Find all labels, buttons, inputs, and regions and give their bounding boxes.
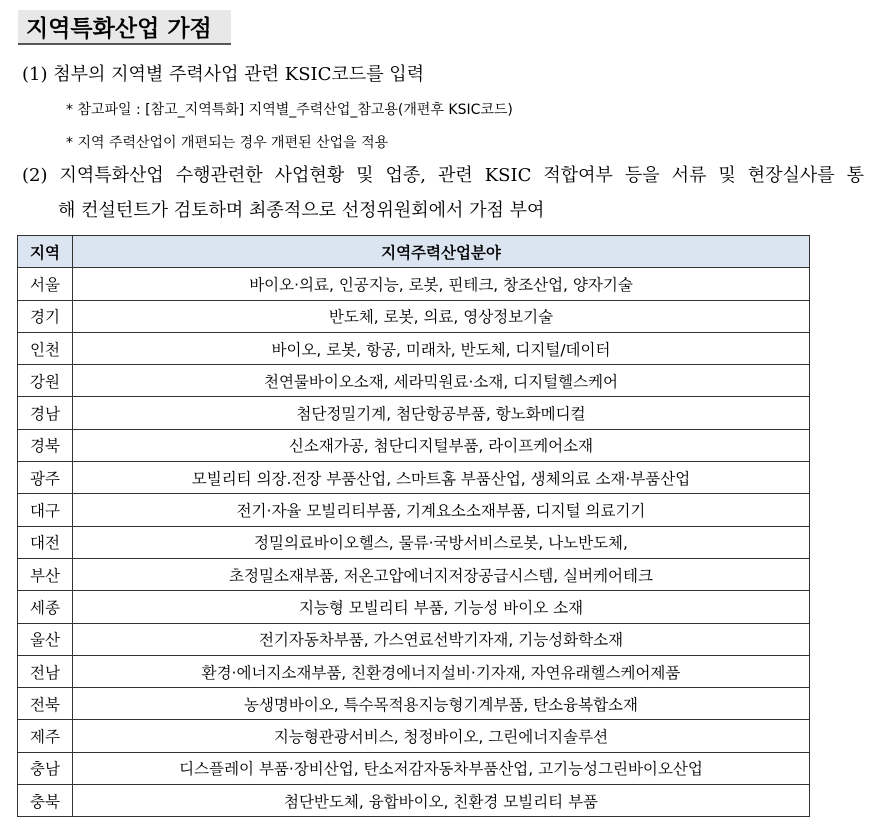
industries-cell: 첨단정밀기계, 첨단항공부품, 항노화메디컬 bbox=[73, 397, 810, 429]
table-row bbox=[18, 688, 810, 720]
industries-cell: 바이오·의료, 인공지능, 로봇, 핀테크, 창조산업, 양자기술 bbox=[73, 268, 810, 300]
item-2-line-1-text: (2) 지역특화산업 수행관련한 사업현황 및 업종, 관련 KSIC 적합여부 등을 서류 및 현장실사를 통 bbox=[22, 165, 864, 186]
table-row bbox=[18, 785, 810, 817]
industries-cell: 정밀의료바이오헬스, 물류·국방서비스로봇, 나노반도체, bbox=[73, 526, 810, 558]
table-row bbox=[18, 752, 810, 784]
table-row bbox=[18, 526, 810, 558]
industries-cell: 천연물바이오소재, 세라믹원료·소재, 디지털헬스케어 bbox=[73, 365, 810, 397]
industries-cell: 반도체, 로봇, 의료, 영상정보기술 bbox=[73, 300, 810, 332]
region-cell: 경남 bbox=[18, 397, 73, 429]
table-row bbox=[18, 720, 810, 752]
industries-cell: 지능형 모빌리티 부품, 기능성 바이오 소재 bbox=[73, 591, 810, 623]
industries-cell: 모빌리티 의장.전장 부품산업, 스마트홈 부품산업, 생체의료 소재·부품산업 bbox=[73, 462, 810, 494]
region-cell: 전남 bbox=[18, 655, 73, 687]
table-row bbox=[18, 300, 810, 332]
table-row bbox=[18, 429, 810, 461]
region-cell: 전북 bbox=[18, 688, 73, 720]
item-2-line-2: 해 컨설턴트가 검토하며 최종적으로 선정위원회에서 가점 부여 bbox=[58, 200, 545, 221]
region-cell: 경북 bbox=[18, 429, 73, 461]
region-cell: 세종 bbox=[18, 591, 73, 623]
industries-cell: 디스플레이 부품·장비산업, 탄소저감자동차부품산업, 고기능성그린바이오산업 bbox=[73, 752, 810, 784]
region-cell: 대구 bbox=[18, 494, 73, 526]
region-cell: 울산 bbox=[18, 623, 73, 655]
industries-cell: 환경·에너지소재부품, 친환경에너지설비·기자재, 자연유래헬스케어제품 bbox=[73, 655, 810, 687]
region-cell: 대전 bbox=[18, 526, 73, 558]
table-row bbox=[18, 558, 810, 590]
industries-cell: 농생명바이오, 특수목적용지능형기계부품, 탄소융복합소재 bbox=[73, 688, 810, 720]
industries-cell: 전기·자율 모빌리티부품, 기계요소소재부품, 디지털 의료기기 bbox=[73, 494, 810, 526]
header-region: 지역 bbox=[18, 236, 73, 268]
region-cell: 광주 bbox=[18, 462, 73, 494]
industries-cell: 지능형관광서비스, 청정바이오, 그린에너지솔루션 bbox=[73, 720, 810, 752]
region-cell: 충남 bbox=[18, 752, 73, 784]
header-industries: 지역주력산업분야 bbox=[73, 236, 810, 268]
industries-cell: 신소재가공, 첨단디지털부품, 라이프케어소재 bbox=[73, 429, 810, 461]
note-reference-file: * 참고파일 : [참고_지역특화] 지역별_주력산업_참고용(개편후 KSIC코드) bbox=[66, 102, 513, 118]
table-row bbox=[18, 623, 810, 655]
region-cell: 경기 bbox=[18, 300, 73, 332]
table-row bbox=[18, 332, 810, 364]
table-row bbox=[18, 397, 810, 429]
table-row bbox=[18, 268, 810, 300]
table-row bbox=[18, 655, 810, 687]
table-row bbox=[18, 494, 810, 526]
table-row bbox=[18, 462, 810, 494]
region-cell: 제주 bbox=[18, 720, 73, 752]
note-reorganization: * 지역 주력산업이 개편되는 경우 개편된 산업을 적용 bbox=[66, 135, 389, 151]
region-cell: 부산 bbox=[18, 558, 73, 590]
region-cell: 인천 bbox=[18, 332, 73, 364]
item-2-line-1 bbox=[22, 161, 864, 187]
table-row bbox=[18, 591, 810, 623]
region-cell: 강원 bbox=[18, 365, 73, 397]
region-cell: 서울 bbox=[18, 268, 73, 300]
industries-cell: 첨단반도체, 융합바이오, 친환경 모빌리티 부품 bbox=[73, 785, 810, 817]
section-title-box bbox=[18, 10, 231, 45]
table-header-row bbox=[18, 236, 810, 268]
table-row bbox=[18, 365, 810, 397]
item-1: (1) 첨부의 지역별 주력사업 관련 KSIC코드를 입력 bbox=[22, 64, 425, 85]
section-title: 지역특화산업 가점 bbox=[26, 16, 212, 42]
industries-cell: 초정밀소재부품, 저온고압에너지저장공급시스템, 실버케어테크 bbox=[73, 558, 810, 590]
regional-industry-table bbox=[17, 235, 810, 817]
region-cell: 충북 bbox=[18, 785, 73, 817]
industries-cell: 전기자동차부품, 가스연료선박기자재, 기능성화학소재 bbox=[73, 623, 810, 655]
industries-cell: 바이오, 로봇, 항공, 미래차, 반도체, 디지털/데이터 bbox=[73, 332, 810, 364]
